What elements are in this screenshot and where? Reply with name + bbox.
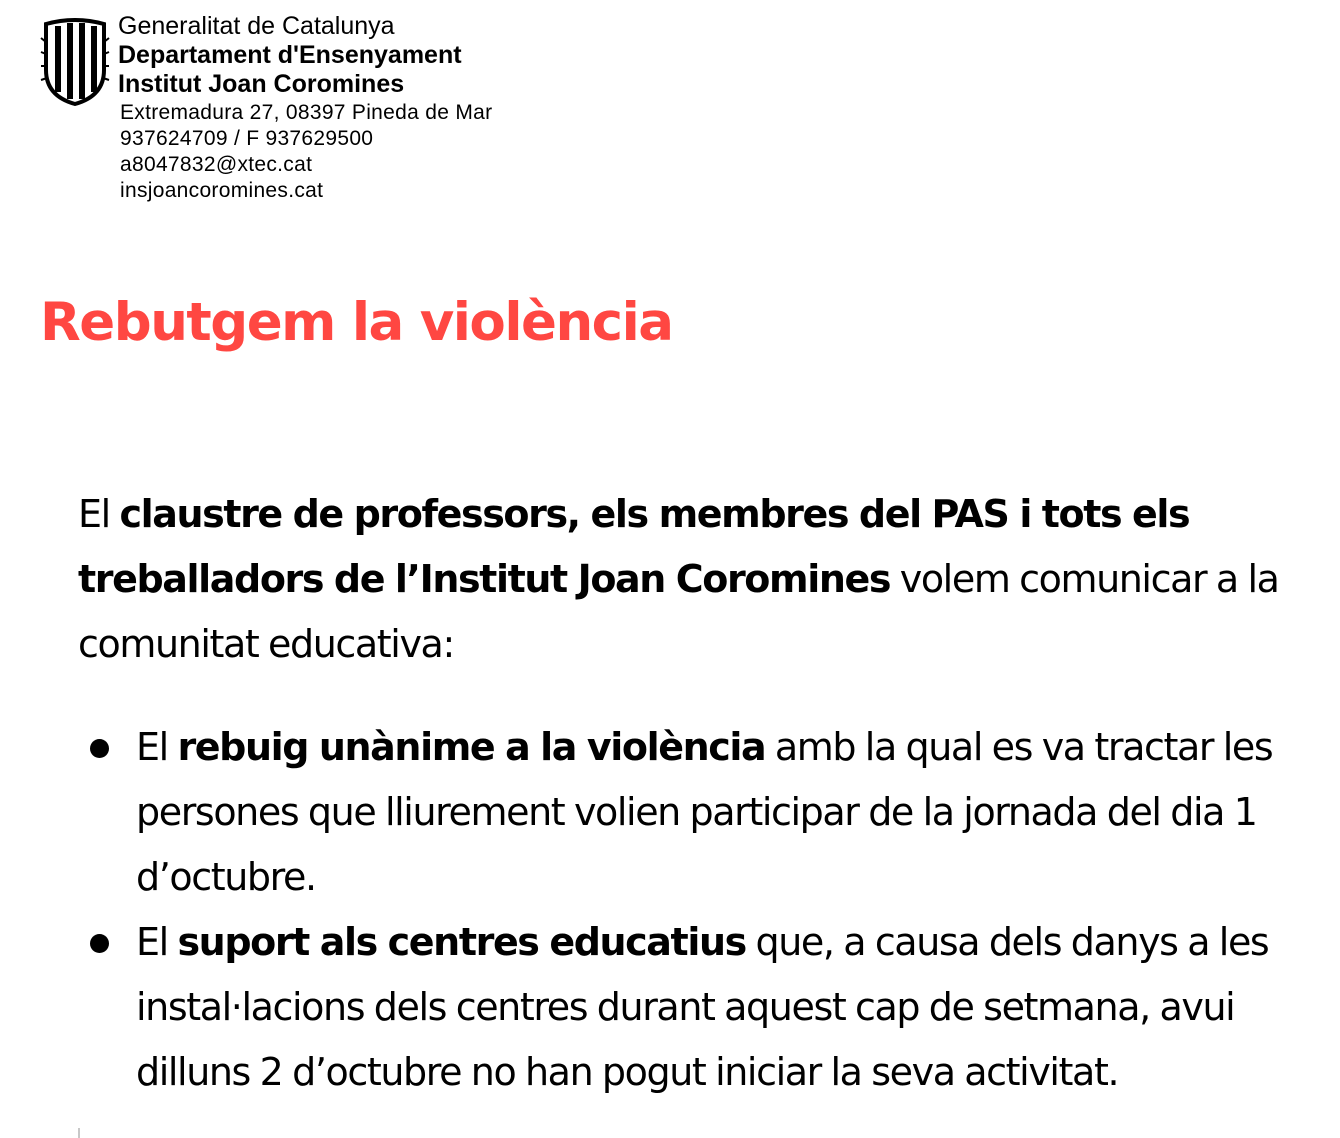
- intro-bold: claustre de professors, els membres del PAS i tots els treballadors de l’Institut Joan Coromines: [78, 492, 1190, 601]
- government-name: Generalitat de Catalunya: [118, 12, 395, 40]
- statement-body: [78, 482, 1298, 1105]
- contact-block: [120, 100, 492, 204]
- address: Extremadura 27, 08397 Pineda de Mar: [120, 101, 493, 124]
- intro-prefix: El: [78, 492, 120, 536]
- bullet-bold: rebuig unànime a la violència: [177, 725, 766, 769]
- department-name: Departament d'Ensenyament: [118, 41, 462, 69]
- list-item: [78, 715, 1298, 910]
- list-item: [78, 910, 1298, 1105]
- organization-block: [118, 12, 462, 99]
- email: a8047832@xtec.cat: [120, 153, 313, 176]
- intro-paragraph: [78, 482, 1298, 677]
- phone-numbers: 937624709 / F 937629500: [120, 127, 374, 150]
- bullet-suffix: que, a causa dels danys a les instal·lacions dels centres durant aquest cap de setmana, avui dilluns 2 d’octubre no han pogut iniciar la seva activitat.: [136, 920, 1269, 1094]
- bullet-icon: [90, 934, 109, 953]
- bullet-suffix: amb la qual es va tractar les persones que lliurement volien participar de la jornada del dia 1 d’octubre.: [136, 725, 1273, 899]
- website: insjoancoromines.cat: [120, 179, 324, 202]
- bullet-icon: [90, 739, 109, 758]
- page-title: Rebutgem la violència: [40, 292, 673, 353]
- statement-list: [78, 715, 1298, 1105]
- page-margin-mark: [78, 1128, 80, 1138]
- intro-suffix: volem comunicar a la comunitat educativa:: [78, 557, 1279, 666]
- bullet-bold: suport als centres educatius: [177, 920, 746, 964]
- bullet-prefix: El: [136, 920, 178, 964]
- catalan-government-emblem-icon: [40, 18, 110, 106]
- school-name: Institut Joan Coromines: [118, 70, 405, 98]
- bullet-prefix: El: [136, 725, 178, 769]
- letterhead: [40, 12, 560, 212]
